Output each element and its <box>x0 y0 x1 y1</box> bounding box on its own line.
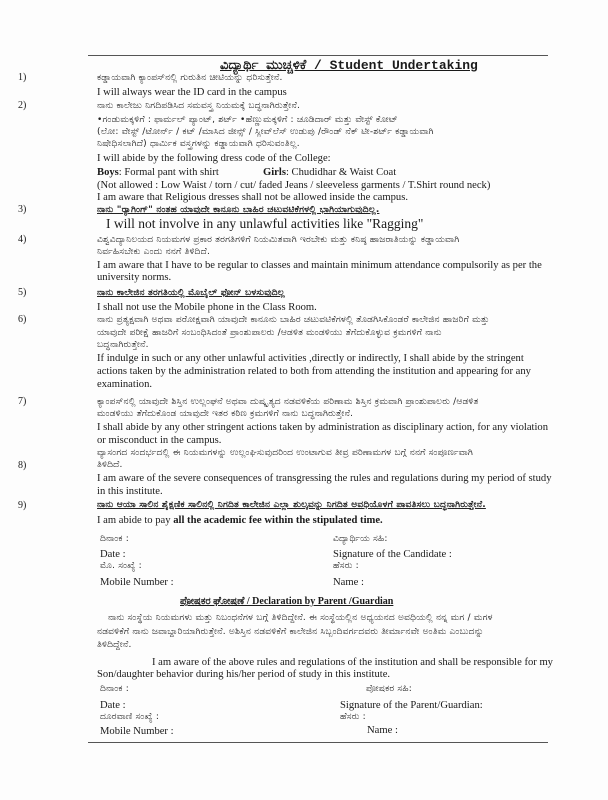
rule-2-not-allowed: (Not allowed : Low Waist / torn / cut/ faded Jeans / sleeveless garments / T.Shirt round neck) <box>97 180 491 191</box>
student-date-field[interactable]: Date : <box>100 549 126 560</box>
item-number: 3) <box>18 204 27 215</box>
rule-6-kannada: ನಾನು ಪ್ರತ್ಯಕ್ಷವಾಗಿ ಅಥವಾ ಪರೋಕ್ಷವಾಗಿ ಯಾವುದೇ ಕಾನೂನು ಬಾಹಿರ ಚಟುವಟಿಕೆಗಳಲ್ಲಿ ತೊಡಗಿಸಿಕೊಂಡರೆ ಕಾಲೇಜಿನ ಹಾಜರಿಗೆ ಮತ್ತು <box>97 315 490 325</box>
rule-2-kannada: ನಿಷೇಧಿಸಲಾಗಿದೆ) ಧಾರ್ಮಿಕ ವಸ್ತ್ರಗಳನ್ನು ಕಡ್ಡಾಯವಾಗಿ ಧರಿಸುವಂತಿಲ್ಲ. <box>97 139 300 149</box>
rule-8-kannada: ತಿಳಿದಿದೆ. <box>97 460 123 470</box>
parent-name-field[interactable]: Name : <box>367 725 398 736</box>
rule-4-english: university norms. <box>97 272 172 283</box>
rule-2-kannada: (ಲೋ: ವೇಸ್ಟ್ /ಟೋರ್ನ್ / ಕಟ್ /ಮಾಸಿದ ಜೀನ್ಸ್ / ಸ್ಲೀವ್‌ಲೆಸ್ ಉಡುಪು /ರೌಂಡ್ ನೆಕ್ ಟೀ-ಶರ್ಟ್ ಕಡ್ಡಾಯವಾಗಿ <box>97 127 434 137</box>
boys-label: Boys <box>97 167 119 178</box>
fee-text: I am abide to pay <box>97 515 174 526</box>
fee-text-bold: all the academic fee within the stipulated time. <box>173 515 383 526</box>
rule-7-english: I shall abide by any other stringent actions taken by administration as disciplinary action, for any violation <box>97 422 549 433</box>
rule-9-kannada: ನಾನು ಆಯಾ ಸಾಲಿನ ಶೈಕ್ಷಣಿಕ ಸಾಲಿನಲ್ಲಿ ನಿಗದಿತ ಕಾಲೇಜಿನ ಎಲ್ಲಾ ಶುಲ್ಕವನ್ನು ನಿಗದಿತ ಅವಧಿಯೊಳಗೆ ಪಾವತಿಸಲು ಬದ್ಧನಾಗಿರುತ್ತೇನೆ. <box>97 500 486 510</box>
rule-3-kannada: ನಾನು "ರ್‍ಯಾಗಿಂಗ್" ನಂತಹ ಯಾವುದೇ ಕಾನೂನು ಬಾಹಿರ ಚಟುವಟಿಕೆಗಳಲ್ಲಿ ಭಾಗಿಯಾಗುವುದಿಲ್ಲ. <box>97 205 380 215</box>
student-name-kannada: ಹೆಸರು : <box>333 561 359 571</box>
parent-kannada: ತಿಳಿದಿದ್ದೇನೆ. <box>97 640 132 650</box>
parent-signature-kannada: ಪೋಷಕರ ಸಹಿ: <box>366 684 413 694</box>
item-number: 9) <box>18 500 27 511</box>
parent-declaration-title: ಪೋಷಕರ ಘೋಷಣೆ / Declaration by Parent /Guardian <box>180 596 394 607</box>
rule-6-kannada: ಯಾವುದೇ ಪರೀಕ್ಷೆ ಹಾಜರಿಗೆ ಸಂಬಂಧಿಸಿದಂತೆ ಪ್ರಾಂಶುಪಾಲರು /ಆಡಳಿತ ಮಂಡಳಿಯು ತೆಗೆದುಕೊಳ್ಳುವ ಕ್ರಮಗಳಿಗೆ ನಾನು <box>97 328 442 338</box>
parent-name-kannada: ಹೆಸರು : <box>340 712 366 722</box>
rule-2-kannada: •ಗಂಡುಮಕ್ಕಳಿಗೆ : ಫಾರ್ಮಲ್ ಪ್ಯಾಂಟ್, ಶರ್ಟ್ •ಹೆಣ್ಣುಮಕ್ಕಳಿಗೆ : ಚೂಡಿದಾರ್ ಮತ್ತು ವೇಸ್ಟ್ ಕೋಟ್ <box>97 115 398 125</box>
item-number: 4) <box>18 234 27 245</box>
rule-5-kannada: ನಾನು ಕಾಲೇಜಿನ ತರಗತಿಯಲ್ಲಿ ಮೊಬೈಲ್ ಫೋನ್ ಬಳಸುವುದಿಲ್ಲ <box>97 288 285 298</box>
document-title: ವಿದ್ಯಾರ್ಥಿ ಮುಚ್ಚಳಿಕೆ / Student Undertaking <box>220 58 478 73</box>
rule-9-english <box>97 515 383 527</box>
student-mobile-field[interactable]: Mobile Number : <box>100 577 174 588</box>
item-number: 1) <box>18 72 27 83</box>
student-mobile-kannada: ಮೊ. ಸಂಖ್ಯೆ : <box>100 561 142 571</box>
rule-7-kannada: ಮಂಡಳಿಯು ತೆಗೆದುಕೊಂಡ ಯಾವುದೇ ಇತರ ಕಠಿಣ ಕ್ರಮಗಳಿಗೆ ನಾನು ಬದ್ಧನಾಗಿರುತ್ತೇನೆ. <box>97 409 354 419</box>
rule-2-english: I will abide by the following dress code of the College: <box>97 153 331 164</box>
parent-date-kannada: ದಿನಾಂಕ : <box>100 684 129 694</box>
dress-code-girls <box>263 167 396 179</box>
parent-date-field[interactable]: Date : <box>100 700 126 711</box>
item-number: 5) <box>18 287 27 298</box>
rule-2-religious: I am aware that Religious dresses shall not be allowed inside the campus. <box>97 192 408 203</box>
boys-text: : Formal pant with shirt <box>118 167 219 178</box>
rule-4-english: I am aware that I have to be regular to classes and maintain minimum attendance compulsorily as per the <box>97 260 542 271</box>
rule-6-english: If indulge in such or any other unlawful activities ,directly or indirectly, I shall abide by the stringent <box>97 353 524 364</box>
parent-english: Son/daughter behavior during his/her period of study in this institute. <box>97 669 391 680</box>
rule-1-english: I will always wear the ID card in the campus <box>97 87 287 98</box>
rule-4-kannada: ನಿರ್ವಹಿಸಬೇಕು ಎಂದು ನನಗೆ ತಿಳಿದಿದೆ. <box>97 247 211 257</box>
student-name-field[interactable]: Name : <box>333 577 364 588</box>
item-number: 8) <box>18 460 27 471</box>
rule-8-english: in this institute. <box>97 486 163 497</box>
rule-6-english: examination. <box>97 379 153 390</box>
rule-8-kannada: ವ್ಯಾಸಂಗದ ಸಂದರ್ಭದಲ್ಲಿ ಈ ನಿಯಮಗಳನ್ನು ಉಲ್ಲಂಘಿಸುವುದರಿಂದ ಉಂಟಾಗುವ ತೀವ್ರ ಪರಿಣಾಮಗಳ ಬಗ್ಗೆ ನನಗೆ ಸಂಪೂರ್ಣವಾಗಿ <box>97 448 474 458</box>
rule-6-english: actions taken by the administration related to both from attending the institution and appearing for any <box>97 366 531 377</box>
rule-4-kannada: ವಿಶ್ವವಿದ್ಯಾನಿಲಯದ ನಿಯಮಗಳ ಪ್ರಕಾರ ತರಗತಿಗಳಿಗೆ ನಿಯಮಿತವಾಗಿ ಇರಬೇಕು ಮತ್ತು ಕನಿಷ್ಠ ಹಾಜರಾತಿಯನ್ನು ಕಡ್ಡಾಯವಾಗಿ <box>97 235 460 245</box>
rule-2-kannada: ನಾನು ಕಾಲೇಜು ನಿಗದಿಪಡಿಸಿದ ಸಮವಸ್ತ್ರ ನಿಯಮಕ್ಕೆ ಬದ್ಧನಾಗಿರುತ್ತೇನೆ. <box>97 101 301 111</box>
parent-kannada: ನಡವಳಿಕೆಗೆ ನಾನು ಜವಾಬ್ದಾರಿಯಾಗಿರುತ್ತೇನೆ. ಅಶಿಸ್ತಿನ ನಡವಳಿಕೆಗೆ ಕಾಲೇಜಿನ ಸಿಬ್ಬಂದಿವರ್ಗದವರು ತೀರ್ಮಾನವೇ ಅಂತಿಮ ಎಂಬುದನ್ನು <box>97 627 484 637</box>
parent-mobile-kannada: ದೂರವಾಣಿ ಸಂಖ್ಯೆ : <box>100 712 160 722</box>
item-number: 6) <box>18 314 27 325</box>
girls-label: Girls <box>263 167 286 178</box>
parent-signature-field[interactable]: Signature of the Parent/Guardian: <box>340 700 483 711</box>
student-signature-field[interactable]: Signature of the Candidate : <box>333 549 452 560</box>
rule-7-kannada: ಕ್ಯಾಂಪಸ್‌ನಲ್ಲಿ ಯಾವುದೇ ಶಿಸ್ತಿನ ಉಲ್ಲಂಘನೆ ಅಥವಾ ದುಷ್ಕೃತ್ಯದ ನಡವಳಿಕೆಯ ಪರಿಣಾಮ ಶಿಸ್ತಿನ ಕ್ರಮವಾಗಿ ಪ್ರಾಂಶುಪಾಲರು /ಆಡಳಿತ <box>97 397 479 407</box>
rule-7-english: or misconduct in the campus. <box>97 435 222 446</box>
student-date-kannada: ದಿನಾಂಕ : <box>100 534 129 544</box>
girls-text: : Chudidhar & Waist Coat <box>285 167 397 178</box>
parent-mobile-field[interactable]: Mobile Number : <box>100 726 174 737</box>
rule-6-kannada: ಬದ್ಧನಾಗಿರುತ್ತೇನೆ. <box>97 340 149 350</box>
student-signature-kannada: ವಿದ್ಯಾರ್ಥಿಯ ಸಹಿ: <box>333 534 388 544</box>
item-number: 2) <box>18 100 27 111</box>
rule-8-english: I am aware of the severe consequences of transgressing the rules and regulations during my period of study <box>97 473 552 484</box>
parent-kannada: ನಾನು ಸಂಸ್ಥೆಯ ನಿಯಮಗಳು ಮತ್ತು ನಿಬಂಧನೆಗಳ ಬಗ್ಗೆ ತಿಳಿದಿದ್ದೇನೆ. ಈ ಸಂಸ್ಥೆಯಲ್ಲಿನ ಅಧ್ಯಯನದ ಅವಧಿಯಲ್ಲಿ ನನ್ನ ಮಗ / ಮಗಳ <box>108 613 493 623</box>
rule-3-english: I will not involve in any unlawful activities like "Ragging" <box>106 216 424 231</box>
item-number: 7) <box>18 396 27 407</box>
dress-code-boys <box>97 167 219 179</box>
rule-5-english: I shall not use the Mobile phone in the Class Room. <box>97 302 317 313</box>
rule-1-kannada: ಕಡ್ಡಾಯವಾಗಿ ಕ್ಯಾಂಪಸ್‌ನಲ್ಲಿ ಗುರುತಿನ ಚೀಟಿಯನ್ನು ಧರಿಸುತ್ತೇನೆ. <box>97 73 283 83</box>
parent-english: I am aware of the above rules and regulations of the institution and shall be responsible for my <box>152 657 553 668</box>
